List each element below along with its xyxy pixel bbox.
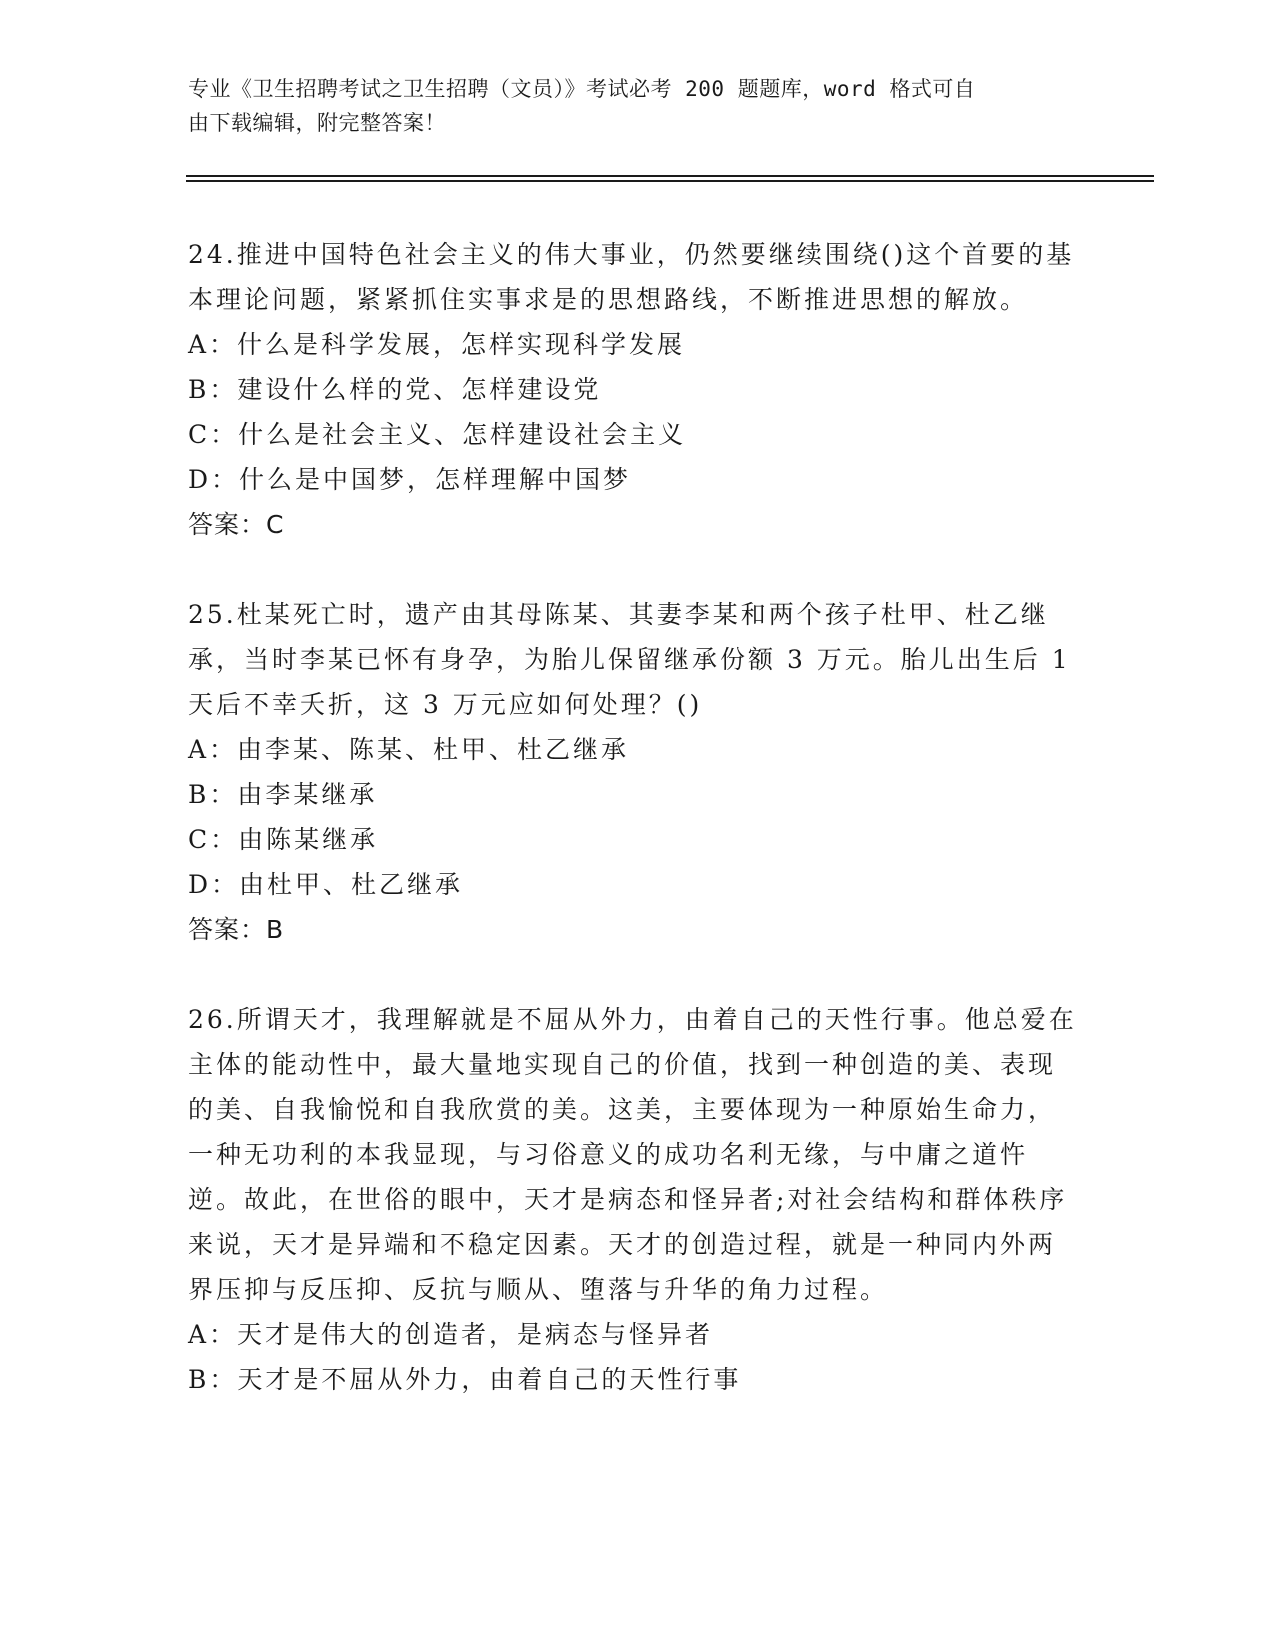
option-b: B：由李某继承 (188, 780, 378, 809)
option-c: C：由陈某继承 (188, 825, 379, 854)
question-stem: 24.推进中国特色社会主义的伟大事业，仍然要继续围绕()这个首要的基本理论问题，紧紧抓住实事求是的思想路线，不断推进思想的解放。 (188, 240, 1075, 314)
question-list (188, 232, 1078, 1447)
answer: 答案：C (188, 510, 285, 539)
question-25 (188, 592, 1078, 952)
header-divider-top (186, 175, 1154, 177)
header-line-2: 由下载编辑，附完整答案！ (188, 111, 446, 135)
option-d: D：由杜甲、杜乙继承 (188, 870, 464, 899)
question-stem: 25.杜某死亡时，遗产由其母陈某、其妻李某和两个孩子杜甲、杜乙继承，当时李某已怀有身孕，为胎儿保留继承份额 3 万元。胎儿出生后 1 天后不幸夭折，这 3 万元应如何处理？() (188, 600, 1071, 719)
header-line-1: 专业《卫生招聘考试之卫生招聘（文员）》考试必考 200 题题库，word 格式可自 (188, 77, 976, 101)
option-c: C：什么是社会主义、怎样建设社会主义 (188, 420, 687, 449)
question-24 (188, 232, 1078, 547)
question-stem: 26.所谓天才，我理解就是不屈从外力，由着自己的天性行事。他总爱在主体的能动性中，最大量地实现自己的价值，找到一种创造的美、表现的美、自我愉悦和自我欣赏的美。这美，主要体现为一种原始生命力，一种无功利的本我显现，与习俗意义的成功名利无缘，与中庸之道忤逆。故此，在世俗的眼中，天才是病态和怪异者;对社会结构和群体秩序来说，天才是异端和不稳定因素。天才的创造过程，就是一种同内外两界压抑与反压抑、反抗与顺从、堕落与升华的角力过程。 (188, 1005, 1077, 1304)
option-b: B：天才是不屈从外力，由着自己的天性行事 (188, 1365, 742, 1394)
option-b: B：建设什么样的党、怎样建设党 (188, 375, 602, 404)
option-d: D：什么是中国梦，怎样理解中国梦 (188, 465, 632, 494)
option-a: A：由李某、陈某、杜甲、杜乙继承 (188, 735, 630, 764)
header-divider-bottom (186, 180, 1154, 182)
answer: 答案：B (188, 915, 285, 944)
option-a: A：什么是科学发展，怎样实现科学发展 (188, 330, 686, 359)
option-a: A：天才是伟大的创造者，是病态与怪异者 (188, 1320, 714, 1349)
question-26 (188, 997, 1078, 1402)
document-header (188, 72, 1068, 140)
